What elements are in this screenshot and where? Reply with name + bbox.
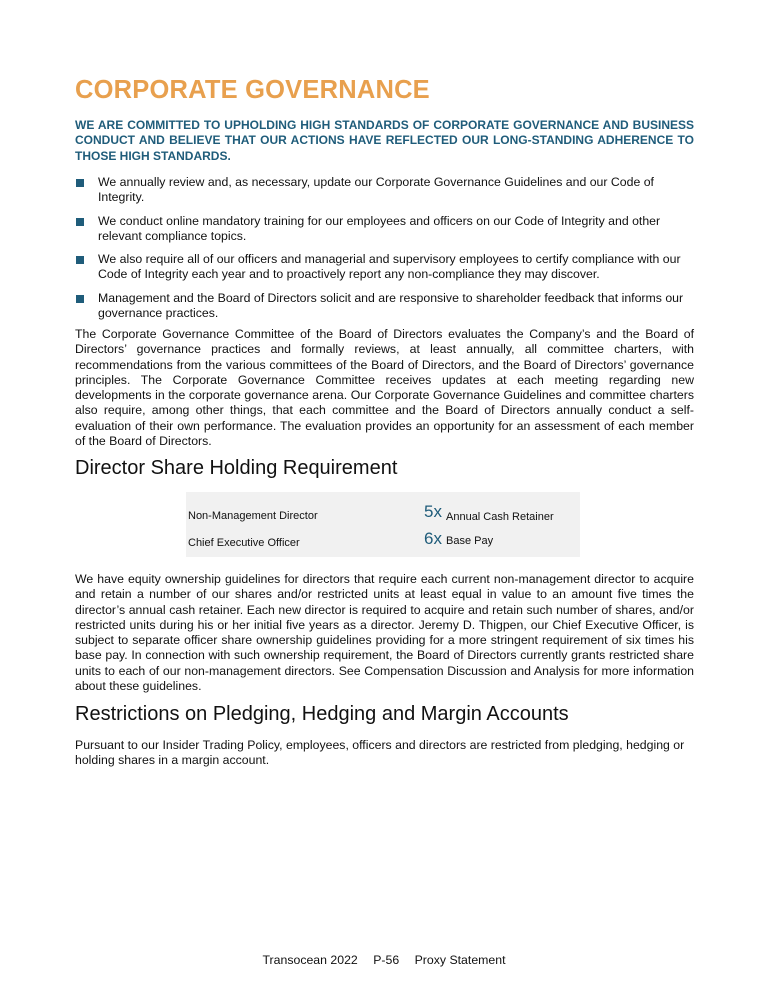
multiple-value: 6x [424,529,442,548]
basis-label: Annual Cash Retainer [446,511,554,523]
share-holding-paragraph: We have equity ownership guidelines for directors that require each current non-management director to acquire and retain a number of our shares and/or restricted units at least equal in value to an amount five times the director’s annual cash retainer. Each new director is required to acquire and retain such number of shares, and/or restricted units during his or her initial five years as a director. Jeremy D. Thigpen, our Chief Executive Officer, is subject to separate officer share ownership guidelines providing for a more stringent requirement of six times his base pay. In connection with such ownership requirement, the Board of Directors currently grants restricted share units to each of our non-management directors. See Compensation Discussion and Analysis for more information about these guidelines. [75,572,694,694]
square-bullet-icon [76,256,84,264]
list-item [75,291,694,322]
role-label: Chief Executive Officer [188,537,300,549]
footer-document: Proxy Statement [414,953,506,967]
square-bullet-icon [76,218,84,226]
bullet-list [75,175,694,329]
intro-statement: WE ARE COMMITTED TO UPHOLDING HIGH STANDARDS OF CORPORATE GOVERNANCE AND BUSINESS CONDUCT AND BELIEVE THAT OUR ACTIONS HAVE REFLECTED OUR LONG-STANDING ADHERENCE TO THOSE HIGH STANDARDS. [75,118,694,163]
page-footer [0,953,768,967]
share-holding-table [186,492,580,557]
role-label: Non-Management Director [188,510,318,522]
list-item [75,252,694,283]
section-heading-share-holding: Director Share Holding Requirement [75,457,398,479]
list-item-text: Management and the Board of Directors solicit and are responsive to shareholder feedback that informs our governance practices. [98,290,684,321]
page-title: CORPORATE GOVERNANCE [75,76,430,104]
list-item-text: We conduct online mandatory training for our employees and officers on our Code of Integrity and other relevant compliance topics. [98,213,661,243]
section-heading-pledging: Restrictions on Pledging, Hedging and Margin Accounts [75,703,569,725]
list-item-text: We also require all of our officers and managerial and supervisory employees to certify compliance with our Code of Integrity each year and to proactively report any non-compliance they may discover. [98,252,681,282]
basis-label: Base Pay [446,535,494,547]
multiple-value: 5x [424,502,442,521]
square-bullet-icon [76,179,84,187]
page-number: P-56 [373,953,400,967]
list-item [75,214,694,245]
governance-paragraph: The Corporate Governance Committee of the Board of Directors evaluates the Company’s and the Board of Directors’ governance practices and formally reviews, at least annually, all committee charters, with recommendations from the various committees of the Board of Directors, and the Board of Directors’ governance principles. The Corporate Governance Committee receives updates at each meeting regarding new developments in the corporate governance arena. Our Corporate Governance Guidelines and committee charters also require, among other things, that each committee and the Board of Directors annually conduct a self-evaluation of their own performance. The evaluation provides an opportunity for an assessment of each member of the Board of Directors. [75,327,694,449]
list-item-text: We annually review and, as necessary, update our Corporate Governance Guidelines and our Code of Integrity. [98,175,654,205]
square-bullet-icon [76,295,84,303]
pledging-paragraph: Pursuant to our Insider Trading Policy, employees, officers and directors are restricted from pledging, hedging or holding shares in a margin account. [75,738,685,768]
list-item [75,175,694,206]
footer-company: Transocean 2022 [262,953,358,967]
